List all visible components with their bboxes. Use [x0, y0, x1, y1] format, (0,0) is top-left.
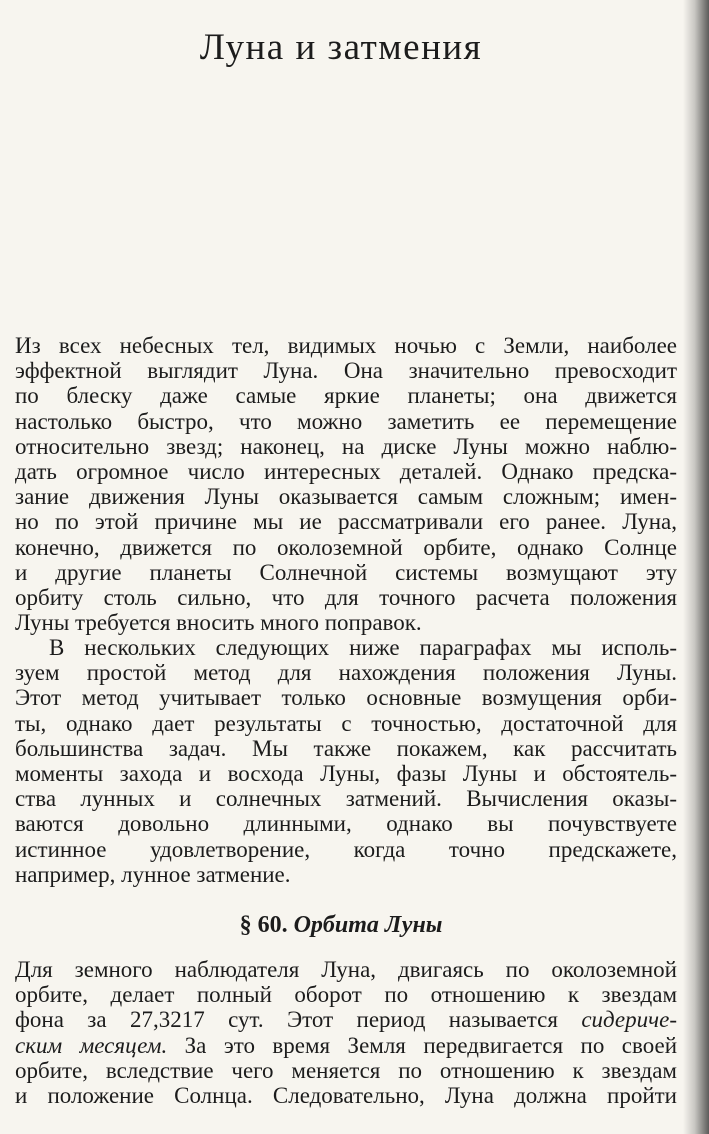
- text-line: Для земного наблюдателя Луна, двигаясь по околоземной: [15, 957, 677, 982]
- text-line: ты, однако дает результаты с точностью, достаточной для: [15, 710, 677, 736]
- text-line: орбиту столь сильно, что для точного расчета положения: [15, 585, 677, 611]
- text-line: Этот метод учитывает только основные возмущения орби-: [15, 685, 677, 711]
- section-number: § 60.: [239, 912, 288, 938]
- text-line: и положение Солнца. Следовательно, Луна должна пройти: [15, 1083, 677, 1109]
- text-run: За это время Земля передвигается по своей: [167, 1032, 677, 1058]
- italic-term: ским месяцем.: [15, 1032, 168, 1058]
- text-line: орбите, делает полный оборот по отношению к звездам: [15, 982, 677, 1008]
- text-line: но по этой причине мы ие рассматривали его ранее. Луна,: [15, 509, 677, 535]
- text-line: ства лунных и солнечных затмений. Вычисления оказы-: [15, 786, 677, 812]
- text-run: фона за 27,3217 сут. Этот период называется: [15, 1007, 582, 1033]
- italic-term: сидериче-: [581, 1007, 677, 1033]
- paragraph-2: [15, 635, 677, 887]
- text-line: эффектной выглядит Луна. Она значительно превосходит: [15, 358, 677, 384]
- text-line: дать огромное число интересных деталей. Однако предска-: [15, 459, 677, 485]
- text-line: Луны требуется вносить много поправок.: [15, 610, 422, 636]
- text-line: ваются довольно длинными, однако вы почувствуете: [15, 811, 677, 837]
- paragraph-1: [15, 333, 677, 635]
- text-line: [15, 1007, 677, 1032]
- text-line: по блеску даже самые яркие планеты; она движется: [15, 383, 677, 409]
- section-heading: [0, 912, 682, 939]
- text-line: зуем простой метод для нахождения положения Луны.: [15, 660, 677, 686]
- text-line: истинное удовлетворение, когда точно предскажете,: [15, 836, 677, 862]
- page-edge-shadow: [683, 0, 709, 1134]
- text-line: и другие планеты Солнечной системы возмущают эту: [15, 559, 677, 585]
- text-line: конечно, движется по околоземной орбите, однако Солнце: [15, 534, 677, 560]
- chapter-title: Луна и затмения: [199, 27, 483, 68]
- text-line: [15, 1033, 677, 1058]
- text-line: большинства задач. Мы также покажем, как рассчитать: [15, 735, 677, 761]
- text-line: моменты захода и восхода Луны, фазы Луны и обстоятель-: [15, 761, 677, 787]
- text-line: зание движения Луны оказывается самым сложным; имен-: [15, 484, 677, 510]
- text-line: например, лунное затмение.: [15, 861, 291, 887]
- text-line: Из всех небесных тел, видимых ночью с Земли, наиболее: [15, 333, 677, 358]
- paragraph-3: [15, 957, 677, 1108]
- text-line: орбите, вследствие чего меняется по отношению к звездам: [15, 1057, 677, 1083]
- text-line: относительно звезд; наконец, на диске Луны можно наблю-: [15, 433, 677, 459]
- text-line: В нескольких следующих ниже параграфах мы исполь-: [49, 635, 677, 660]
- text-line: настолько быстро, что можно заметить ее перемещение: [15, 408, 677, 434]
- section-title: Орбита Луны: [293, 912, 443, 938]
